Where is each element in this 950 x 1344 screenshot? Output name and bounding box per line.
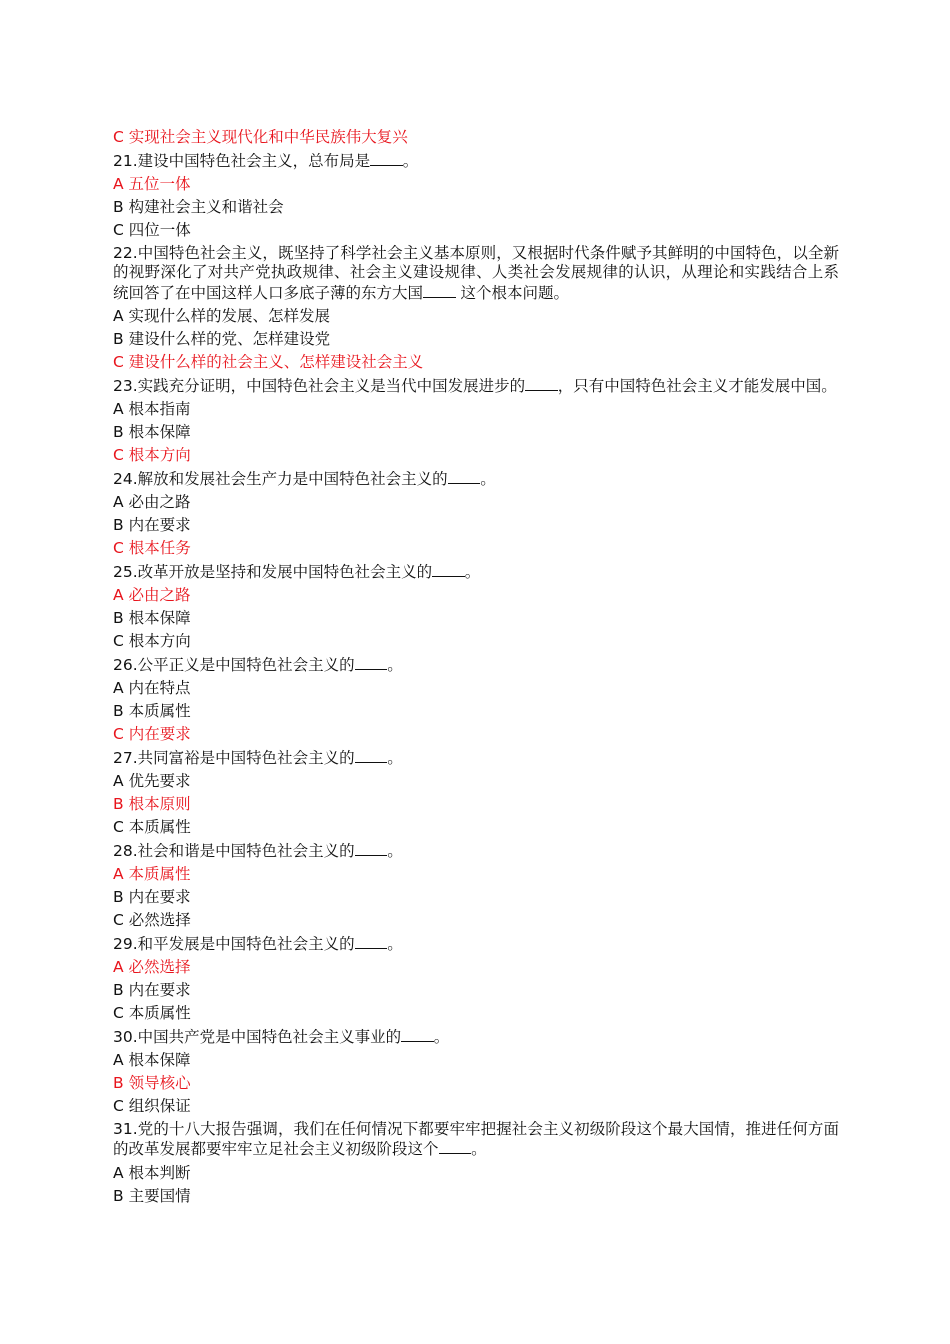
option-text: 本质属性 xyxy=(128,865,191,883)
question-text-tail: 。 xyxy=(480,469,496,488)
option-text: 本质属性 xyxy=(128,818,191,836)
option-text: 本质属性 xyxy=(128,702,191,720)
answer-option-correct xyxy=(113,126,839,149)
answer-option-correct xyxy=(113,863,839,886)
option-text: 实现社会主义现代化和中华民族伟大复兴 xyxy=(128,128,408,146)
option-letter: B xyxy=(113,609,124,627)
option-letter: A xyxy=(113,865,124,883)
option-letter: C xyxy=(113,353,124,371)
question-stem xyxy=(113,841,839,862)
option-letter: B xyxy=(113,1186,124,1205)
option-text: 内在要求 xyxy=(128,516,191,534)
answer-option-correct xyxy=(113,1072,839,1095)
option-letter: B xyxy=(113,423,124,441)
option-letter: A xyxy=(113,1163,124,1182)
answer-option xyxy=(113,770,839,793)
answer-blank xyxy=(355,934,388,949)
answer-option xyxy=(113,1049,839,1072)
question-number: 28. xyxy=(113,841,138,860)
option-letter: B xyxy=(113,330,124,348)
answer-blank xyxy=(423,283,456,298)
option-text: 根本指南 xyxy=(128,400,191,418)
option-letter: C xyxy=(113,911,124,929)
option-text: 必然选择 xyxy=(128,958,191,976)
answer-blank xyxy=(370,151,403,166)
question-stem xyxy=(113,934,839,955)
answer-option xyxy=(113,979,839,1002)
answer-option xyxy=(113,421,839,444)
answer-option xyxy=(113,514,839,537)
option-text: 根本保障 xyxy=(128,1051,191,1069)
option-text: 建设什么样的党、怎样建设党 xyxy=(128,330,331,348)
option-text: 根本判断 xyxy=(128,1163,191,1182)
answer-option xyxy=(113,196,839,219)
question-text-tail: 。 xyxy=(464,562,481,581)
question-number: 21. xyxy=(113,151,138,170)
question-text: 党的十八大报告强调，我们在任何情况下都要牢牢把握社会主义初级阶段这个最大国情，推进任何方面的改革发展都要牢牢立足社会主义初级阶段这个 xyxy=(113,1119,839,1158)
option-letter: C xyxy=(113,725,124,743)
question-text: 建设中国特色社会主义，总布局是 xyxy=(137,151,371,170)
question-text: 社会和谐是中国特色社会主义的 xyxy=(137,841,355,860)
answer-option xyxy=(113,677,839,700)
answer-option-correct xyxy=(113,537,839,560)
option-letter: B xyxy=(113,888,124,906)
option-letter: C xyxy=(113,818,124,836)
question-number: 23. xyxy=(113,376,138,395)
question-number: 29. xyxy=(113,934,138,953)
answer-option-correct xyxy=(113,956,839,979)
answer-option-correct xyxy=(113,793,839,816)
question-number: 24. xyxy=(113,469,138,488)
option-text: 建设什么样的社会主义、怎样建设社会主义 xyxy=(128,353,424,371)
option-text: 实现什么样的发展、怎样发展 xyxy=(128,307,331,325)
question-text-tail: 。 xyxy=(387,841,403,860)
question-stem xyxy=(113,469,839,490)
question-stem xyxy=(113,748,839,769)
question-stem xyxy=(113,1027,839,1048)
question-text-tail: 。 xyxy=(433,1027,450,1046)
option-text: 根本原则 xyxy=(128,795,191,813)
answer-blank xyxy=(401,1027,434,1042)
option-text: 内在要求 xyxy=(128,888,191,906)
option-letter: C xyxy=(113,1004,124,1022)
answer-blank xyxy=(355,655,388,670)
option-text: 内在要求 xyxy=(128,981,191,999)
question-text: 中国共产党是中国特色社会主义事业的 xyxy=(137,1027,402,1046)
option-text: 根本保障 xyxy=(128,609,191,627)
answer-option-correct xyxy=(113,584,839,607)
option-text: 必由之路 xyxy=(128,493,191,511)
question-text: 和平发展是中国特色社会主义的 xyxy=(137,934,355,953)
answer-option xyxy=(113,491,839,514)
option-letter: C xyxy=(113,221,124,239)
question-text-tail: 。 xyxy=(387,748,403,767)
option-text: 根本方向 xyxy=(128,632,191,650)
option-letter: A xyxy=(113,958,124,976)
answer-blank xyxy=(448,469,481,484)
option-text: 构建社会主义和谐社会 xyxy=(128,198,284,216)
answer-blank xyxy=(355,748,388,763)
answer-option xyxy=(113,1162,839,1185)
option-text: 必由之路 xyxy=(128,586,191,604)
answer-option xyxy=(113,1185,839,1208)
question-stem xyxy=(113,562,839,583)
answer-option-correct xyxy=(113,444,839,467)
option-text: 本质属性 xyxy=(128,1004,191,1022)
question-document xyxy=(113,126,839,1208)
option-letter: A xyxy=(113,586,124,604)
answer-option xyxy=(113,700,839,723)
option-letter: C xyxy=(113,128,124,146)
question-number: 25. xyxy=(113,562,138,581)
answer-option-correct xyxy=(113,351,839,374)
answer-option xyxy=(113,305,839,328)
question-stem xyxy=(113,1120,839,1160)
option-letter: B xyxy=(113,1074,124,1092)
question-number: 30. xyxy=(113,1027,138,1046)
answer-option xyxy=(113,1002,839,1025)
answer-option xyxy=(113,886,839,909)
option-letter: B xyxy=(113,198,124,216)
answer-blank xyxy=(439,1139,472,1154)
question-text-tail: ，只有中国特色社会主义才能发展中国。 xyxy=(557,376,837,395)
option-letter: A xyxy=(113,772,124,790)
answer-option xyxy=(113,1095,839,1118)
answer-option xyxy=(113,909,839,932)
option-letter: B xyxy=(113,981,124,999)
question-text: 公平正义是中国特色社会主义的 xyxy=(137,655,355,674)
answer-option xyxy=(113,219,839,242)
question-text-tail: 。 xyxy=(402,151,419,170)
question-number: 31. xyxy=(113,1119,138,1138)
option-text: 组织保证 xyxy=(128,1097,191,1115)
option-letter: A xyxy=(113,679,124,697)
option-letter: C xyxy=(113,1097,124,1115)
option-text: 根本保障 xyxy=(128,423,191,441)
option-letter: C xyxy=(113,446,124,464)
question-stem xyxy=(113,151,839,172)
option-text: 优先要求 xyxy=(128,772,191,790)
question-stem xyxy=(113,655,839,676)
option-text: 五位一体 xyxy=(128,175,191,193)
question-text-tail: 这个根本问题。 xyxy=(455,283,569,302)
option-text: 四位一体 xyxy=(128,221,191,239)
option-letter: C xyxy=(113,539,124,557)
option-text: 必然选择 xyxy=(128,911,191,929)
option-letter: C xyxy=(113,632,124,650)
option-text: 内在特点 xyxy=(128,679,191,697)
question-number: 26. xyxy=(113,655,138,674)
answer-blank xyxy=(525,376,558,391)
option-text: 根本任务 xyxy=(128,539,191,557)
option-letter: B xyxy=(113,795,124,813)
answer-blank xyxy=(432,562,465,577)
answer-option xyxy=(113,607,839,630)
question-text-tail: 。 xyxy=(387,934,403,953)
question-number: 22. xyxy=(113,243,138,262)
option-letter: B xyxy=(113,516,124,534)
option-letter: B xyxy=(113,702,124,720)
option-letter: A xyxy=(113,400,124,418)
answer-option xyxy=(113,398,839,421)
question-text: 中国特色社会主义，既坚持了科学社会主义基本原则，又根据时代条件赋予其鲜明的中国特色，以全新的视野深化了对共产党执政规律、社会主义建设规律、人类社会发展规律的认识，从理论和实践结合上系统回答了在中国这样人口多底子薄的东方大国 xyxy=(113,243,839,302)
option-text: 根本方向 xyxy=(128,446,191,464)
question-stem xyxy=(113,376,839,397)
question-number: 27. xyxy=(113,748,138,767)
question-text-tail: 。 xyxy=(471,1140,487,1158)
answer-option xyxy=(113,630,839,653)
answer-blank xyxy=(355,841,388,856)
answer-option xyxy=(113,816,839,839)
answer-option xyxy=(113,328,839,351)
option-text: 领导核心 xyxy=(128,1074,191,1092)
question-stem xyxy=(113,244,839,304)
question-text: 解放和发展社会生产力是中国特色社会主义的 xyxy=(137,469,448,488)
option-letter: A xyxy=(113,307,124,325)
option-text: 内在要求 xyxy=(128,725,191,743)
question-text: 改革开放是坚持和发展中国特色社会主义的 xyxy=(137,562,433,581)
answer-option-correct xyxy=(113,173,839,196)
answer-option-correct xyxy=(113,723,839,746)
option-text: 主要国情 xyxy=(128,1186,191,1205)
option-letter: A xyxy=(113,1051,124,1069)
option-letter: A xyxy=(113,175,124,193)
question-text: 共同富裕是中国特色社会主义的 xyxy=(137,748,355,767)
option-letter: A xyxy=(113,493,124,511)
question-text-tail: 。 xyxy=(387,655,403,674)
question-text: 实践充分证明，中国特色社会主义是当代中国发展进步的 xyxy=(137,376,526,395)
